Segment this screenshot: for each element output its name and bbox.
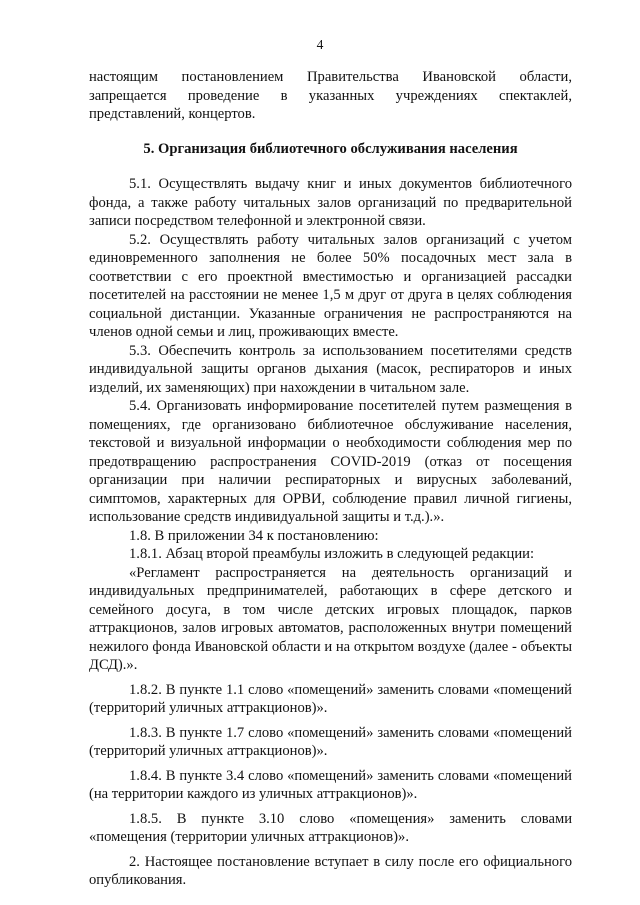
paragraph-1-8-5: 1.8.5. В пункте 3.10 слово «помещения» заменить словами «помещения (территории уличных аттракционов)». bbox=[89, 810, 572, 845]
paragraph-1-8: 1.8. В приложении 34 к постановлению: bbox=[129, 527, 379, 544]
intro-paragraph: настоящим постановлением Правительства Ивановской области, запрещается проведение в указанных учреждениях спектаклей, представлений, концертов. bbox=[89, 69, 572, 122]
paragraph-5-2: 5.2. Осуществлять работу читальных залов организаций с учетом единовременного заполнения не более 50% посадочных мест зала в соответствии с его проектной вместимостью и организацией рассадки посетителей на расстоянии не менее 1,5 м друг от друга в целях соблюдения социальной дистанции. Указанные ограничения не распространяются на членов одной семьи и лиц, проживающих вместе. bbox=[89, 231, 572, 340]
paragraph-1-8-2: 1.8.2. В пункте 1.1 слово «помещений» заменить словами «помещений (территорий уличных аттракционов)». bbox=[89, 681, 572, 716]
paragraph-5-4: 5.4. Организовать информирование посетителей путем размещения в помещениях, где организовано библиотечное обслуживание населения, текстовой и визуальной информации о необходимости соблюдения мер по предотвращению распространения COVID-2019 (отказ от посещения организации при наличии респираторных и вирусных заболеваний, симптомов, характерных для ОРВИ, соблюдение правил личной гигиены, использование средств индивидуальной защиты и т.д.).». bbox=[89, 398, 572, 525]
paragraph-2: 2. Настоящее постановление вступает в силу после его официального опубликования. bbox=[89, 853, 572, 888]
page-number: 4 bbox=[316, 37, 324, 52]
paragraph-1-8-4: 1.8.4. В пункте 3.4 слово «помещений» заменить словами «помещений (на территории каждого из уличных аттракционов)». bbox=[89, 767, 572, 802]
section-title: 5. Организация библиотечного обслуживания населения bbox=[143, 140, 518, 157]
quoted-regulation: «Регламент распространяется на деятельность организаций и индивидуальных предпринимателей, работающих в сфере детского и семейного досуга, в том числе детских игровых площадок, парков аттракционов, залов игровых автоматов, расположенных внутри помещений нежилого фонда Ивановской области и на открытом воздухе (далее - объекты ДСД).». bbox=[89, 564, 572, 673]
paragraph-1-8-1: 1.8.1. Абзац второй преамбулы изложить в следующей редакции: bbox=[129, 546, 535, 562]
paragraph-5-3: 5.3. Обеспечить контроль за использованием посетителями средств индивидуальной защиты органов дыхания (масок, респираторов и иных изделий, их заменяющих) при нахождении в читальном зале. bbox=[89, 342, 572, 396]
paragraph-1-8-3: 1.8.3. В пункте 1.7 слово «помещений» заменить словами «помещений (территорий уличных аттракционов)». bbox=[89, 724, 572, 759]
paragraph-5-1: 5.1. Осуществлять выдачу книг и иных документов библиотечного фонда, а также работу читальных залов организаций по предварительной записи посредством телефонной и электронной связи. bbox=[89, 176, 572, 229]
document-body bbox=[89, 68, 572, 890]
